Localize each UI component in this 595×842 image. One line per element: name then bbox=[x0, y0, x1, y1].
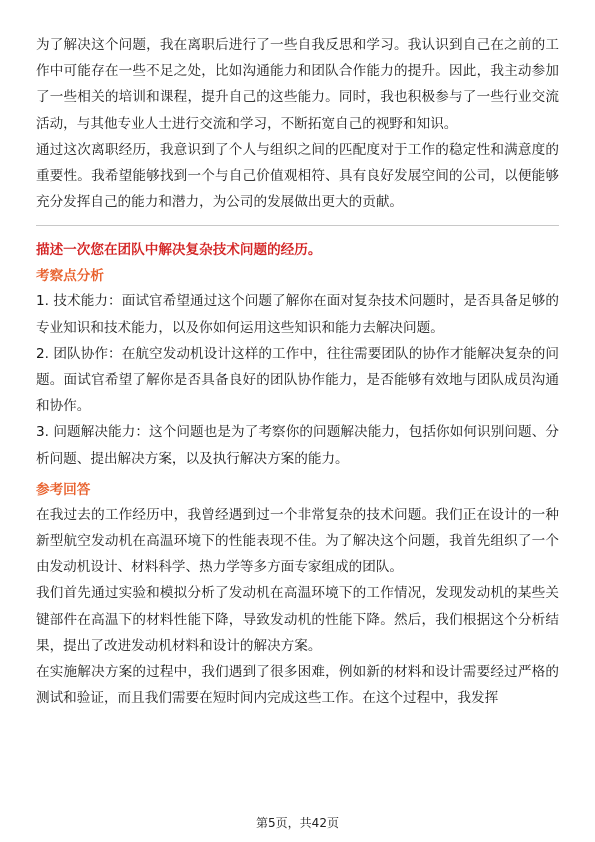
analysis-item-teamwork: 2. 团队协作：在航空发动机设计这样的工作中，往往需要团队的协作才能解决复杂的问题。面试官希望了解你是否具备良好的团队协作能力，是否能够有效地与团队成员沟通和协作。 bbox=[36, 345, 559, 415]
intro-paragraph-2: 通过这次离职经历，我意识到了个人与组织之间的匹配度对于工作的稳定性和满意度的重要性。我希望能够找到一个与自己价值观相符、具有良好发展空间的公司，以便能够充分发挥自己的能力和潜力，为公司的发展做出更大的贡献。 bbox=[36, 141, 559, 211]
question-title: 描述一次您在团队中解决复杂技术问题的经历。 bbox=[36, 242, 322, 259]
analysis-item-technical: 1. 技术能力：面试官希望通过这个问题了解你在面对复杂技术问题时，是否具备足够的专业知识和技术能力，以及你如何运用这些知识和能力去解决问题。 bbox=[36, 293, 559, 336]
intro-paragraph-1: 为了解决这个问题，我在离职后进行了一些自我反思和学习。我认识到自己在之前的工作中可能存在一些不足之处，比如沟通能力和团队合作能力的提升。因此，我主动参加了一些相关的培训和课程，提升自己的这些能力。同时，我也积极参与了一些行业交流活动，与其他专业人士进行交流和学习，不断拓宽自己的视野和知识。 bbox=[36, 37, 559, 132]
page-number: 第5页，共42页 bbox=[256, 816, 339, 830]
section-divider bbox=[36, 225, 559, 226]
analysis-heading: 考察点分析 bbox=[36, 268, 104, 285]
analysis-item-problem-solving: 3. 问题解决能力：这个问题也是为了考察你的问题解决能力，包括你如何识别问题、分析问题、提出解决方案，以及执行解决方案的能力。 bbox=[36, 424, 559, 467]
answer-paragraph-2: 我们首先通过实验和模拟分析了发动机在高温环境下的工作情况，发现发动机的某些关键部件在高温下的材料性能下降，导致发动机的性能下降。然后，我们根据这个分析结果，提出了改进发动机材料和设计的解决方案。 bbox=[36, 585, 559, 654]
answer-heading: 参考回答 bbox=[36, 481, 91, 498]
answer-paragraph-1: 在我过去的工作经历中，我曾经遇到过一个非常复杂的技术问题。我们正在设计的一种新型航空发动机在高温环境下的性能表现不佳。为了解决这个问题，我首先组织了一个由发动机设计、材料科学、热力学等多方面专家组成的团队。 bbox=[36, 506, 559, 576]
answer-paragraph-3: 在实施解决方案的过程中，我们遇到了很多困难，例如新的材料和设计需要经过严格的测试和验证，而且我们需要在短时间内完成这些工作。在这个过程中，我发挥 bbox=[36, 664, 559, 707]
document-page bbox=[36, 32, 559, 711]
